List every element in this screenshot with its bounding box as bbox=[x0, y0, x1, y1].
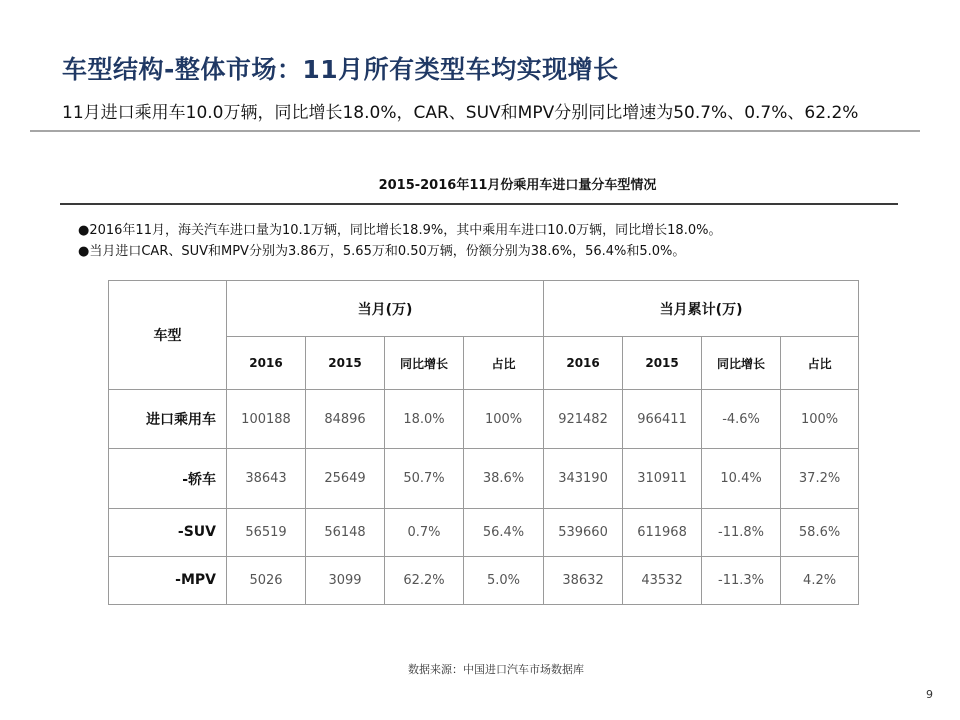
table-row bbox=[109, 556, 859, 604]
header-col-month-2016: 2016 bbox=[227, 337, 306, 390]
table-cell: 56519 bbox=[227, 508, 306, 556]
row-label: 进口乘用车 bbox=[109, 390, 227, 449]
table-row bbox=[109, 449, 859, 508]
table-cell: 310911 bbox=[623, 449, 702, 508]
table-title-divider bbox=[60, 203, 898, 205]
table-cell: 56148 bbox=[306, 508, 385, 556]
header-col-month-growth: 同比增长 bbox=[385, 337, 464, 390]
table-cell: 100188 bbox=[227, 390, 306, 449]
header-vehicle-type: 车型 bbox=[109, 281, 227, 390]
row-label: -轿车 bbox=[109, 449, 227, 508]
table-cell: 100% bbox=[464, 390, 544, 449]
table-cell: 0.7% bbox=[385, 508, 464, 556]
table-cell: 966411 bbox=[623, 390, 702, 449]
table-cell: -11.3% bbox=[702, 556, 781, 604]
subtitle-divider bbox=[30, 130, 920, 132]
table-cell: 62.2% bbox=[385, 556, 464, 604]
header-col-cum-2016: 2016 bbox=[544, 337, 623, 390]
table-cell: 37.2% bbox=[781, 449, 859, 508]
bullet-item: ●2016年11月，海关汽车进口量为10.1万辆，同比增长18.9%，其中乘用车进口10.0万辆，同比增长18.0%。 bbox=[78, 223, 722, 238]
header-current-month: 当月(万) bbox=[227, 281, 544, 337]
table-cell: 539660 bbox=[544, 508, 623, 556]
table-cell: 3099 bbox=[306, 556, 385, 604]
data-source-note: 数据来源：中国进口汽车市场数据库 bbox=[408, 663, 584, 676]
table-cell: 5.0% bbox=[464, 556, 544, 604]
header-col-cum-share: 占比 bbox=[781, 337, 859, 390]
table-cell: 38643 bbox=[227, 449, 306, 508]
table-cell: 38.6% bbox=[464, 449, 544, 508]
table-cell: 10.4% bbox=[702, 449, 781, 508]
table-cell: 611968 bbox=[623, 508, 702, 556]
table-cell: 50.7% bbox=[385, 449, 464, 508]
slide-title: 车型结构-整体市场：11月所有类型车均实现增长 bbox=[62, 55, 619, 84]
table-title: 2015-2016年11月份乘用车进口量分车型情况 bbox=[378, 178, 657, 193]
header-col-month-share: 占比 bbox=[464, 337, 544, 390]
table-cell: 43532 bbox=[623, 556, 702, 604]
table-cell: 56.4% bbox=[464, 508, 544, 556]
table-cell: 25649 bbox=[306, 449, 385, 508]
table-cell: 343190 bbox=[544, 449, 623, 508]
table-cell: 18.0% bbox=[385, 390, 464, 449]
table-cell: -11.8% bbox=[702, 508, 781, 556]
bullet-list bbox=[78, 220, 721, 262]
table-row bbox=[109, 508, 859, 556]
header-cumulative: 当月累计(万) bbox=[544, 281, 859, 337]
header-col-month-2015: 2015 bbox=[306, 337, 385, 390]
import-by-vehicle-type-table bbox=[108, 280, 859, 605]
header-col-cum-2015: 2015 bbox=[623, 337, 702, 390]
table-cell: 100% bbox=[781, 390, 859, 449]
row-label: -MPV bbox=[109, 556, 227, 604]
table-row bbox=[109, 390, 859, 449]
table-cell: -4.6% bbox=[702, 390, 781, 449]
row-label: -SUV bbox=[109, 508, 227, 556]
table-cell: 4.2% bbox=[781, 556, 859, 604]
table-cell: 5026 bbox=[227, 556, 306, 604]
slide-subtitle: 11月进口乘用车10.0万辆，同比增长18.0%，CAR、SUV和MPV分别同比增速为50.7%、0.7%、62.2% bbox=[62, 103, 859, 123]
table-cell: 38632 bbox=[544, 556, 623, 604]
header-col-cum-growth: 同比增长 bbox=[702, 337, 781, 390]
page-number: 9 bbox=[926, 688, 933, 701]
table-cell: 921482 bbox=[544, 390, 623, 449]
bullet-item: ●当月进口CAR、SUV和MPV分别为3.86万，5.65万和0.50万辆，份额分别为38.6%，56.4%和5.0%。 bbox=[78, 244, 686, 259]
table-cell: 84896 bbox=[306, 390, 385, 449]
table-cell: 58.6% bbox=[781, 508, 859, 556]
